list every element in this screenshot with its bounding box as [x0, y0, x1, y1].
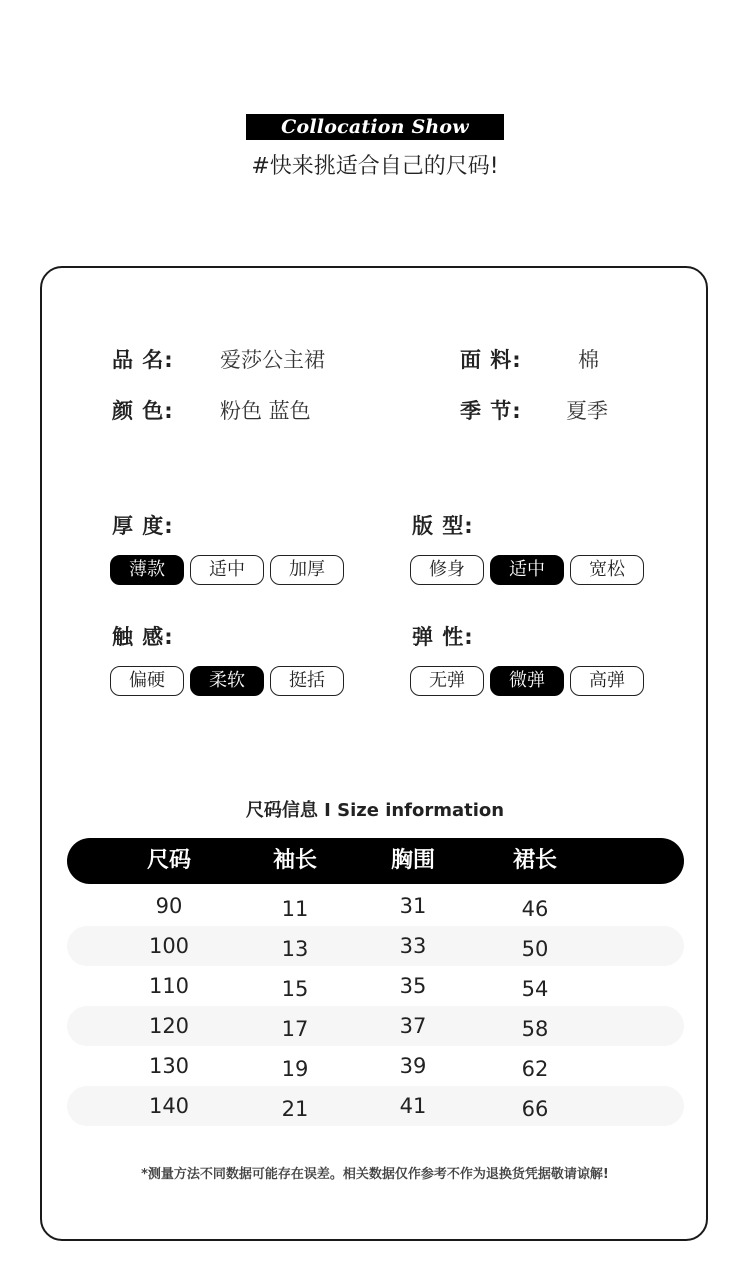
fabric-label: 面 料: [460, 348, 522, 372]
cell-sleeve: 11 [281, 897, 309, 921]
elasticity-option: 微弹 [490, 666, 564, 696]
cell-chest: 35 [399, 974, 427, 998]
collocation-show-badge: Collocation Show [246, 114, 504, 140]
cell-chest: 41 [399, 1094, 427, 1118]
cell-skirt: 58 [521, 1017, 549, 1041]
cell-chest: 33 [399, 934, 427, 958]
cell-size: 120 [148, 1014, 190, 1038]
fit-option: 修身 [410, 555, 484, 585]
cell-size: 100 [148, 934, 190, 958]
size-info-title: 尺码信息 I Size information [245, 800, 505, 821]
thickness-title: 厚 度: [112, 514, 174, 538]
header-size: 尺码 [146, 848, 191, 873]
header-sleeve-length: 袖长 [272, 848, 317, 873]
elasticity-option: 高弹 [570, 666, 644, 696]
elasticity-option: 无弹 [410, 666, 484, 696]
fit-option: 适中 [490, 555, 564, 585]
fabric-value: 棉 [578, 348, 599, 372]
header-subtitle: #快来挑适合自己的尺码! [251, 154, 499, 179]
cell-chest: 31 [399, 894, 427, 918]
color-label: 颜 色: [112, 399, 174, 423]
thickness-option: 加厚 [270, 555, 344, 585]
season-value: 夏季 [566, 399, 608, 423]
touch-option: 挺括 [270, 666, 344, 696]
elasticity-title: 弹 性: [412, 625, 474, 649]
table-row [67, 966, 684, 1006]
cell-chest: 39 [399, 1054, 427, 1078]
touch-option: 柔软 [190, 666, 264, 696]
table-row [67, 1006, 684, 1046]
thickness-option: 适中 [190, 555, 264, 585]
header-skirt-length: 裙长 [512, 848, 557, 873]
touch-option: 偏硬 [110, 666, 184, 696]
cell-sleeve: 17 [281, 1017, 309, 1041]
cell-skirt: 46 [521, 897, 549, 921]
header-chest: 胸围 [390, 848, 435, 873]
cell-skirt: 66 [521, 1097, 549, 1121]
cell-size: 140 [148, 1094, 190, 1118]
color-value: 粉色 蓝色 [220, 399, 311, 423]
cell-chest: 37 [399, 1014, 427, 1038]
size-table-header [67, 838, 684, 884]
thickness-options [110, 555, 344, 585]
cell-sleeve: 15 [281, 977, 309, 1001]
fit-title: 版 型: [412, 514, 474, 538]
fit-option: 宽松 [570, 555, 644, 585]
elasticity-options [410, 666, 644, 696]
product-name-value: 爱莎公主裙 [220, 348, 325, 372]
cell-sleeve: 21 [281, 1097, 309, 1121]
cell-size: 90 [155, 894, 183, 918]
fit-options [410, 555, 644, 585]
season-label: 季 节: [460, 399, 522, 423]
measurement-disclaimer: *测量方法不同数据可能存在误差。相关数据仅作参考不作为退换货凭据敬请谅解! [141, 1167, 609, 1182]
cell-size: 110 [148, 974, 190, 998]
thickness-option: 薄款 [110, 555, 184, 585]
table-row [67, 1086, 684, 1126]
cell-size: 130 [148, 1054, 190, 1078]
table-row [67, 1046, 684, 1086]
cell-skirt: 62 [521, 1057, 549, 1081]
cell-sleeve: 13 [281, 937, 309, 961]
cell-skirt: 54 [521, 977, 549, 1001]
table-row [67, 926, 684, 966]
table-row [67, 886, 684, 926]
cell-sleeve: 19 [281, 1057, 309, 1081]
touch-options [110, 666, 344, 696]
product-name-label: 品 名: [112, 348, 174, 372]
touch-title: 触 感: [112, 625, 174, 649]
cell-skirt: 50 [521, 937, 549, 961]
